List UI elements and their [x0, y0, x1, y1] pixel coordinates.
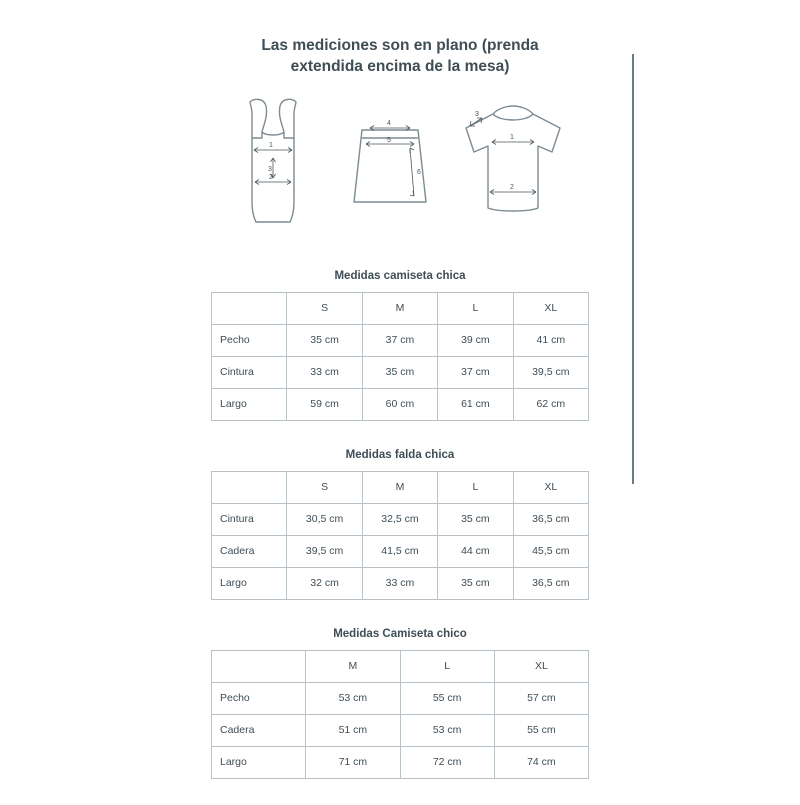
row-label-cintura: Cintura — [212, 503, 287, 535]
section-camiseta-chica — [211, 270, 589, 421]
cell-largo-xl: 36,5 cm — [513, 567, 588, 599]
cell-largo-m: 33 cm — [362, 567, 437, 599]
row-label-cadera: Cadera — [212, 714, 306, 746]
cell-cadera-xl: 55 cm — [494, 714, 588, 746]
cell-largo-xl: 62 cm — [513, 388, 588, 420]
table-header-row — [212, 650, 589, 682]
row-label-cintura: Cintura — [212, 356, 287, 388]
row-label-largo: Largo — [212, 746, 306, 778]
bottom-spacer — [0, 779, 800, 805]
skirt-label-4: 4 — [387, 119, 391, 127]
row-label-pecho: Pecho — [212, 682, 306, 714]
cell-cadera-m: 41,5 cm — [362, 535, 437, 567]
cell-largo-l: 61 cm — [438, 388, 513, 420]
row-label-cadera: Cadera — [212, 535, 287, 567]
cell-largo-s: 32 cm — [287, 567, 362, 599]
cell-cintura-s: 30,5 cm — [287, 503, 362, 535]
tank-label-3: 3 — [268, 165, 272, 173]
cell-cadera-s: 39,5 cm — [287, 535, 362, 567]
table-row — [212, 535, 589, 567]
row-label-largo: Largo — [212, 567, 287, 599]
cell-cadera-l: 53 cm — [400, 714, 494, 746]
tank-label-1: 1 — [269, 141, 273, 149]
skirt-label-6: 6 — [417, 168, 421, 176]
section-title-camiseta-chico: Medidas Camiseta chico — [333, 627, 467, 640]
header-cell-blank — [212, 650, 306, 682]
table-row — [212, 388, 589, 420]
cell-largo-xl: 74 cm — [494, 746, 588, 778]
tee-label-2: 2 — [510, 183, 514, 191]
size-table-camiseta-chica — [211, 292, 589, 421]
tee-label-1: 1 — [510, 133, 514, 141]
falda-chica-diagram — [340, 92, 440, 242]
section-falda-chica — [211, 449, 589, 600]
header-cell-s: S — [287, 292, 362, 324]
cell-pecho-l: 55 cm — [400, 682, 494, 714]
cell-largo-l: 72 cm — [400, 746, 494, 778]
cell-largo-m: 71 cm — [306, 746, 400, 778]
camiseta-chico-diagram — [448, 92, 578, 242]
table-row — [212, 503, 589, 535]
page-title-line-2: extendida encima de la mesa) — [290, 57, 510, 75]
header-cell-s: S — [287, 471, 362, 503]
header-cell-xl: XL — [513, 292, 588, 324]
camiseta-chica-diagram — [218, 92, 328, 242]
cell-cintura-xl: 39,5 cm — [513, 356, 588, 388]
cell-pecho-m: 53 cm — [306, 682, 400, 714]
skirt-label-5: 5 — [387, 136, 391, 144]
header-cell-m: M — [306, 650, 400, 682]
table-row — [212, 714, 589, 746]
header-cell-l: L — [438, 292, 513, 324]
header-cell-m: M — [362, 292, 437, 324]
cell-pecho-m: 37 cm — [362, 324, 437, 356]
table-row — [212, 567, 589, 599]
header-cell-blank — [212, 292, 287, 324]
cell-cintura-xl: 36,5 cm — [513, 503, 588, 535]
table-row — [212, 746, 589, 778]
cell-cadera-l: 44 cm — [438, 535, 513, 567]
cell-largo-l: 35 cm — [438, 567, 513, 599]
cell-largo-s: 59 cm — [287, 388, 362, 420]
tank-label-2: 2 — [269, 173, 273, 181]
section-title-falda-chica: Medidas falda chica — [345, 448, 455, 461]
header-cell-l: L — [438, 471, 513, 503]
cell-cadera-xl: 45,5 cm — [513, 535, 588, 567]
cell-cintura-s: 33 cm — [287, 356, 362, 388]
page-title — [190, 0, 610, 78]
section-title-camiseta-chica: Medidas camiseta chica — [334, 269, 466, 282]
row-label-pecho: Pecho — [212, 324, 287, 356]
page-title-line-1: Las mediciones son en plano (prenda — [261, 37, 539, 54]
tee-label-3: 3 — [475, 110, 479, 118]
table-header-row — [212, 292, 589, 324]
section-camiseta-chico — [211, 628, 589, 779]
cell-cadera-m: 51 cm — [306, 714, 400, 746]
cell-pecho-l: 39 cm — [438, 324, 513, 356]
cell-pecho-s: 35 cm — [287, 324, 362, 356]
cell-pecho-xl: 57 cm — [494, 682, 588, 714]
size-table-camiseta-chico — [211, 650, 589, 779]
header-cell-xl: XL — [513, 471, 588, 503]
header-cell-xl: XL — [494, 650, 588, 682]
table-row — [212, 356, 589, 388]
table-row — [212, 324, 589, 356]
header-cell-l: L — [400, 650, 494, 682]
table-row — [212, 682, 589, 714]
cell-cintura-l: 35 cm — [438, 503, 513, 535]
cell-largo-m: 60 cm — [362, 388, 437, 420]
cell-cintura-l: 37 cm — [438, 356, 513, 388]
header-cell-m: M — [362, 471, 437, 503]
cell-cintura-m: 32,5 cm — [362, 503, 437, 535]
row-label-largo: Largo — [212, 388, 287, 420]
cell-pecho-xl: 41 cm — [513, 324, 588, 356]
table-header-row — [212, 471, 589, 503]
cell-cintura-m: 35 cm — [362, 356, 437, 388]
garment-illustrations — [200, 92, 600, 242]
header-cell-blank — [212, 471, 287, 503]
size-table-falda-chica — [211, 471, 589, 600]
vertical-divider — [632, 54, 634, 484]
